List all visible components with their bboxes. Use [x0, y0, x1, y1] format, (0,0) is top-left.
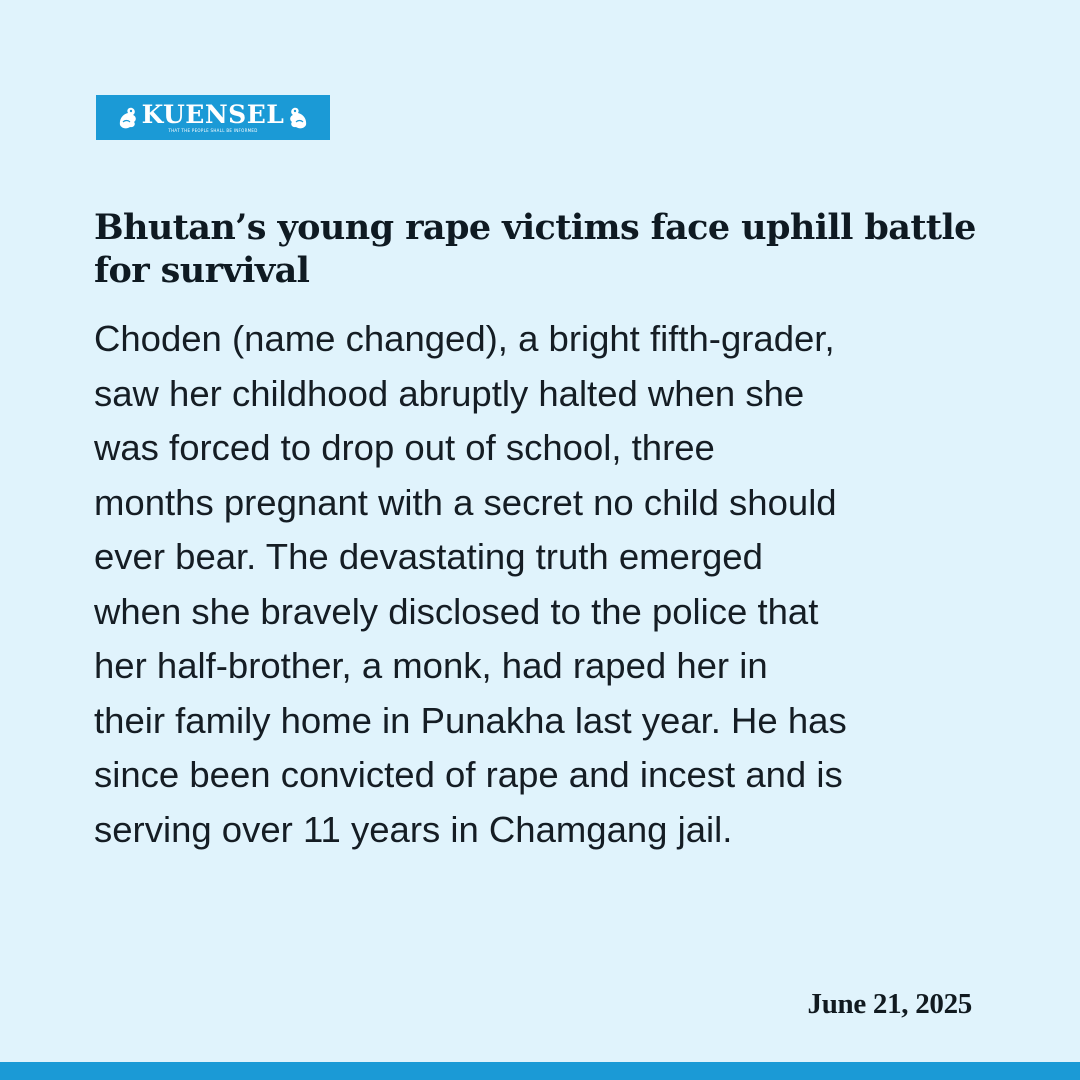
body-line: serving over 11 years in Chamgang jail. [94, 808, 733, 850]
body-line: was forced to drop out of school, three [94, 427, 715, 468]
body-line: Choden (name changed), a bright fifth-grader, [94, 318, 835, 359]
body-line: her half-brother, a monk, had raped her in [94, 645, 768, 686]
bottom-accent-bar [0, 1062, 1080, 1080]
publish-date: June 21, 2025 [807, 988, 972, 1020]
logo-wordmark: KUENSEL [141, 100, 285, 129]
dragon-ornament-left-icon [117, 105, 139, 131]
body-line: saw her childhood abruptly halted when she [94, 372, 805, 414]
article-body [94, 312, 994, 857]
body-line: when she bravely disclosed to the police that [94, 590, 819, 632]
body-line: months pregnant with a secret no child should [94, 481, 837, 523]
body-line: ever bear. The devastating truth emerged [94, 536, 763, 577]
kuensel-logo [96, 95, 330, 140]
dragon-ornament-right-icon [287, 105, 309, 131]
logo-tagline: THAT THE PEOPLE SHALL BE INFORMED [168, 128, 258, 133]
body-line: their family home in Punakha last year. He has [94, 699, 847, 741]
article-headline: Bhutan’s young rape victims face uphill battle for survival [94, 207, 976, 291]
body-line: since been convicted of rape and incest and is [94, 754, 843, 795]
